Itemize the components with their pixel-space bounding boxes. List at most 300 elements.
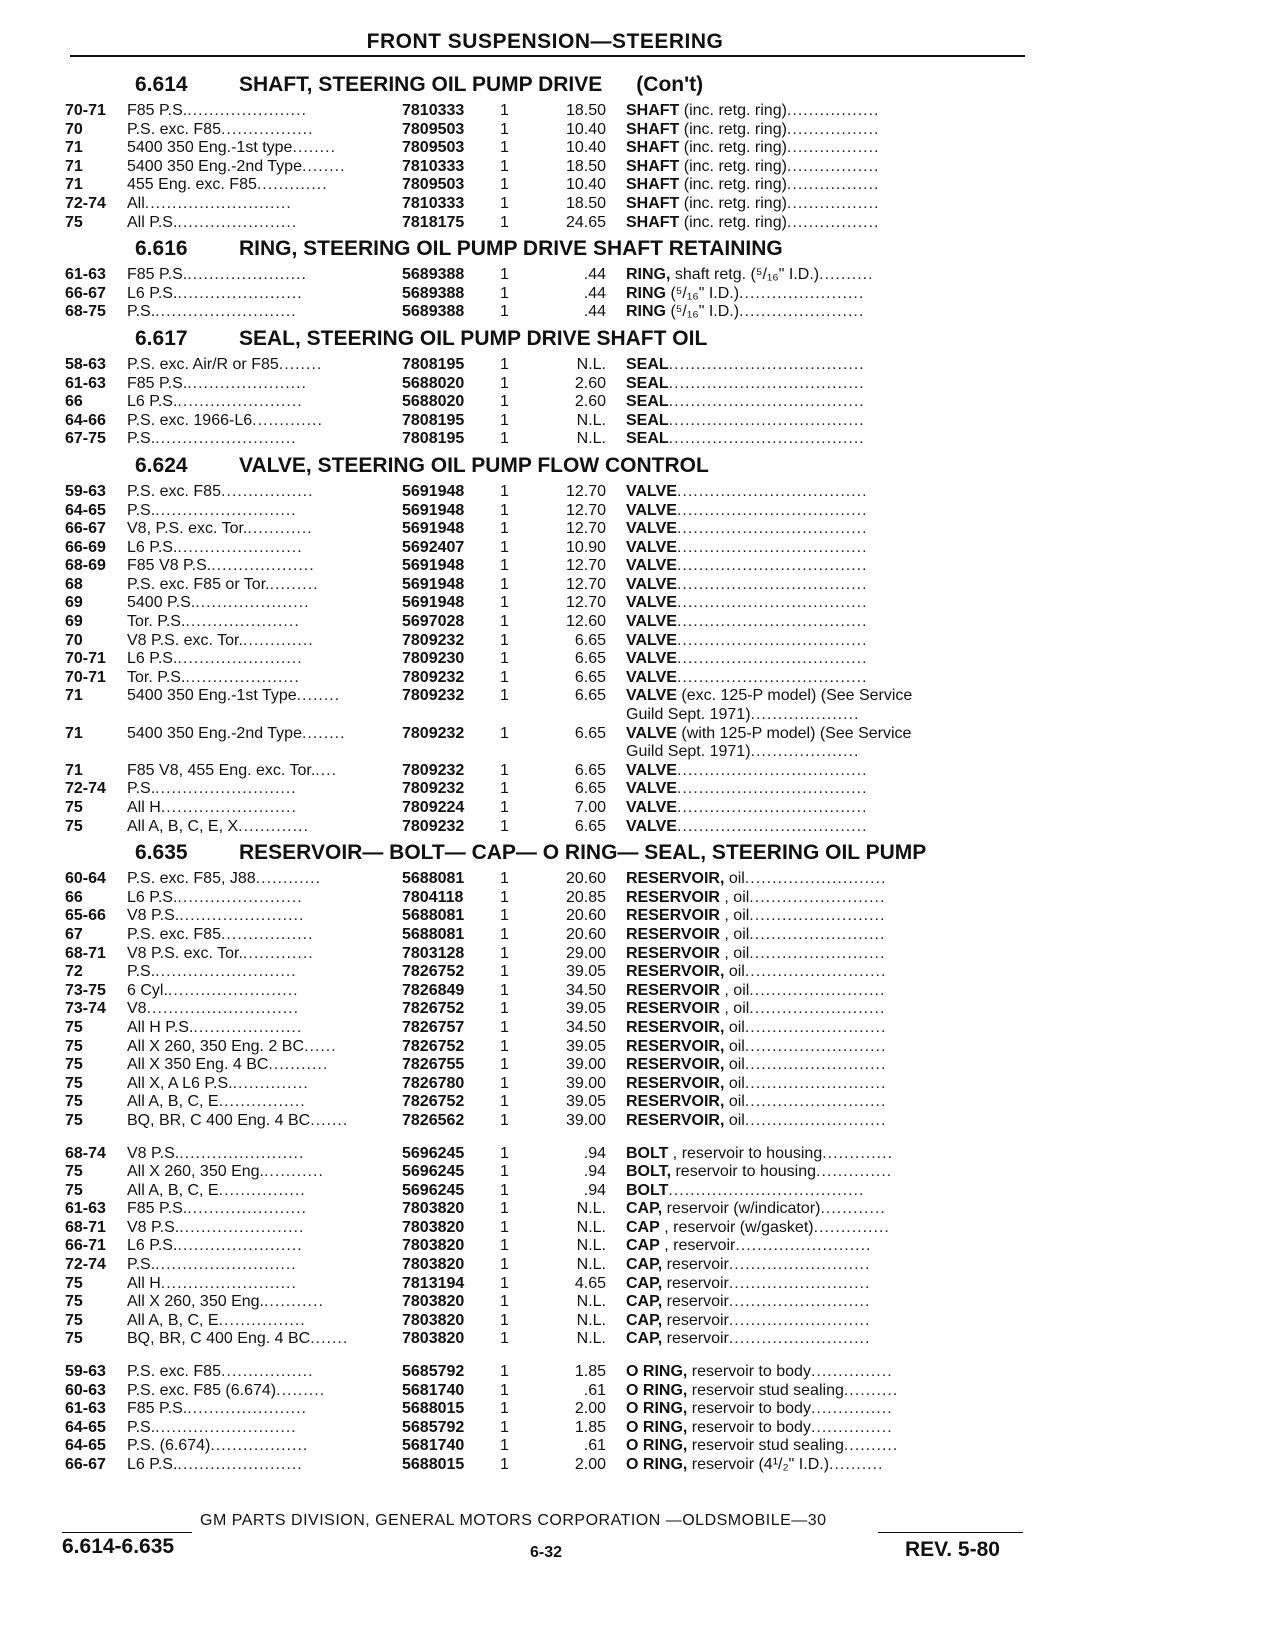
- table-row: [65, 539, 1025, 558]
- description-name: RESERVOIR: [626, 1000, 720, 1018]
- description-name: SHAFT: [626, 139, 680, 157]
- leader-dots: ..........................: [155, 501, 297, 519]
- price: 20.85: [565, 888, 606, 906]
- part-number: 5696245: [402, 1163, 465, 1181]
- description: [626, 1256, 991, 1275]
- leader-dots: .......................: [177, 1237, 303, 1255]
- quantity: 1: [500, 780, 509, 798]
- quantity: 1: [500, 1018, 509, 1036]
- application-text: F85 V8, 455 Eng. exc. Tor.: [127, 761, 316, 779]
- leader-dots: ....................................: [668, 393, 865, 411]
- model-years: 75: [65, 1093, 83, 1111]
- quantity: 1: [500, 482, 509, 500]
- part-number: 7809503: [402, 120, 465, 138]
- description: [626, 907, 991, 926]
- table-row: [65, 907, 1025, 926]
- model-years: 68-75: [65, 303, 106, 321]
- table-row: [65, 889, 1025, 908]
- application: [127, 1000, 402, 1019]
- model-years: 61-63: [65, 266, 106, 284]
- leader-dots: ...................................: [676, 817, 868, 835]
- description-name: VALVE: [626, 538, 677, 556]
- table-row: [65, 1219, 1025, 1238]
- description: [626, 412, 991, 431]
- quantity: 1: [500, 1437, 509, 1455]
- application-text: All: [127, 194, 145, 212]
- price: N.L.: [576, 1293, 606, 1311]
- application: [127, 483, 402, 502]
- application-text: 5400 350 Eng.-2nd Type: [127, 724, 302, 742]
- leader-dots: .......................: [177, 650, 303, 668]
- table-row: [65, 393, 1025, 412]
- table-row: [65, 594, 1025, 613]
- leader-dots: ...........: [263, 1163, 324, 1181]
- page-title: FRONT SUSPENSION—STEERING: [366, 30, 724, 53]
- table-row: [65, 214, 1025, 233]
- leader-dots: ......................: [177, 213, 298, 231]
- footer-page-number: 6-32: [530, 1544, 563, 1561]
- description: [626, 818, 991, 837]
- description-name: CAP: [626, 1237, 660, 1255]
- leader-dots: .................: [220, 120, 314, 138]
- description-detail: reservoir to body: [687, 1418, 811, 1436]
- description-detail: shaft retg. (⁵/₁₆" I.D.): [670, 266, 820, 284]
- quantity: 1: [500, 799, 509, 816]
- part-number: 7826755: [402, 1056, 465, 1074]
- price: 18.50: [565, 194, 606, 212]
- price: 2.00: [574, 1456, 606, 1473]
- part-number: 7809232: [402, 631, 465, 649]
- description-name: RESERVOIR,: [626, 1111, 725, 1129]
- table-row: [65, 1382, 1025, 1401]
- leader-dots: .............: [242, 944, 314, 962]
- table-row: [65, 1419, 1025, 1438]
- table-row: [65, 1145, 1025, 1164]
- description-name: RESERVOIR,: [626, 1056, 725, 1074]
- description-name: VALVE: [626, 724, 677, 742]
- application: [127, 1419, 402, 1438]
- quantity: 1: [500, 1456, 509, 1473]
- application: [127, 195, 402, 214]
- leader-dots: ..........................: [155, 963, 297, 981]
- leader-dots: ..........................: [744, 1093, 887, 1111]
- price: 6.65: [574, 761, 606, 779]
- description-detail: reservoir stud sealing: [687, 1381, 844, 1399]
- price: 1.85: [574, 1363, 606, 1381]
- application-text: V8 P.S.: [127, 1218, 180, 1236]
- description: [626, 725, 991, 762]
- part-number: 7813194: [402, 1274, 465, 1292]
- application-text: V8, P.S. exc. Tor.: [127, 520, 248, 538]
- description-continuation: [626, 743, 991, 762]
- application: [127, 539, 402, 558]
- application-text: 455 Eng. exc. F85: [127, 176, 257, 194]
- price: 20.60: [565, 925, 606, 943]
- leader-dots: .................: [786, 120, 880, 138]
- leader-dots: .....................: [185, 668, 300, 686]
- application-text: P.S. (6.674): [127, 1437, 211, 1455]
- leader-dots: ...................: [211, 557, 315, 575]
- model-years: 70-71: [65, 668, 106, 686]
- description-name: CAP,: [626, 1256, 663, 1274]
- leader-dots: ...................................: [676, 780, 868, 798]
- model-years: 70-71: [65, 102, 106, 119]
- model-years: 75: [65, 213, 83, 231]
- price: .44: [583, 303, 606, 321]
- part-number: 5689388: [402, 284, 465, 302]
- model-years: 66-67: [65, 520, 106, 538]
- leader-dots: ..........: [843, 1381, 899, 1399]
- table-row: [65, 870, 1025, 889]
- table-row: [65, 139, 1025, 158]
- leader-dots: ...................................: [676, 799, 868, 816]
- part-number: 7803820: [402, 1293, 465, 1311]
- application-text: 5400 350 Eng.-1st type: [127, 139, 293, 157]
- description-name: SHAFT: [626, 120, 680, 138]
- footer-rule-right: [878, 1532, 1023, 1533]
- application-text: F85 P.S.: [127, 266, 188, 284]
- price: 20.60: [565, 907, 606, 925]
- model-years: 69: [65, 594, 83, 612]
- description-detail: reservoir: [662, 1293, 729, 1311]
- quantity: 1: [500, 1037, 509, 1055]
- application-text: P.S. exc. F85, J88: [127, 870, 256, 888]
- application-text: All H P.S.: [127, 1018, 194, 1036]
- leader-dots: ........: [301, 157, 346, 175]
- leader-dots: .................: [786, 194, 880, 212]
- description-line2: Guild Sept. 1971): [626, 743, 751, 761]
- part-number: 5696245: [402, 1181, 465, 1199]
- model-years: 68-74: [65, 1144, 106, 1162]
- quantity: 1: [500, 1363, 509, 1381]
- part-number: 5692407: [402, 538, 465, 556]
- application: [127, 158, 402, 177]
- section-header: [65, 449, 1025, 483]
- price: 12.60: [565, 613, 606, 631]
- application: [127, 1237, 402, 1256]
- description: [626, 594, 991, 613]
- leader-dots: ...............: [810, 1400, 893, 1418]
- application: [127, 214, 402, 233]
- application-text: 6 Cyl.: [127, 981, 168, 999]
- application: [127, 285, 402, 304]
- description-name: RESERVOIR: [626, 907, 720, 925]
- price: 10.40: [565, 120, 606, 138]
- description-detail: reservoir: [662, 1274, 729, 1292]
- description: [626, 102, 991, 121]
- model-years: 72-74: [65, 780, 106, 798]
- application-text: L6 P.S.: [127, 538, 178, 556]
- leader-dots: ..........................: [744, 1056, 887, 1074]
- leader-dots: .....................: [185, 613, 300, 631]
- application-text: P.S.: [127, 501, 156, 519]
- leader-dots: ...........: [268, 1056, 329, 1074]
- part-number: 5691948: [402, 594, 465, 612]
- leader-dots: ....................................: [668, 1181, 865, 1199]
- leader-dots: ..........................: [744, 1074, 887, 1092]
- model-years: 66-67: [65, 1456, 106, 1473]
- quantity: 1: [500, 724, 509, 742]
- model-years: 73-74: [65, 1000, 106, 1018]
- leader-dots: ..................: [210, 1437, 309, 1455]
- description-name: VALVE: [626, 482, 677, 500]
- price: 24.65: [565, 213, 606, 231]
- model-years: 66-69: [65, 538, 106, 556]
- model-years: 71: [65, 176, 83, 194]
- description-detail: (inc. retg. ring): [679, 102, 787, 119]
- model-years: 75: [65, 1293, 83, 1311]
- parts-list: [65, 68, 1025, 1475]
- description-name: VALVE: [626, 761, 677, 779]
- leader-dots: .........................: [749, 1000, 886, 1018]
- model-years: 75: [65, 1311, 83, 1329]
- description-name: RESERVOIR,: [626, 1018, 725, 1036]
- application: [127, 412, 402, 431]
- model-years: 70: [65, 631, 83, 649]
- leader-dots: ..........................: [728, 1330, 871, 1348]
- description-name: SHAFT: [626, 102, 680, 119]
- table-row: [65, 576, 1025, 595]
- description: [626, 945, 991, 964]
- application: [127, 1093, 402, 1112]
- part-number: 7810333: [402, 102, 465, 119]
- table-row: [65, 725, 1025, 762]
- model-years: 72-74: [65, 194, 106, 212]
- description-detail: reservoir: [662, 1256, 729, 1274]
- leader-dots: ......................: [187, 1200, 307, 1218]
- description: [626, 687, 991, 724]
- description-name: RESERVOIR,: [626, 1037, 725, 1055]
- quantity: 1: [500, 1293, 509, 1311]
- leader-dots: ..........................: [728, 1274, 871, 1292]
- table-row: [65, 1038, 1025, 1057]
- model-years: 69: [65, 613, 83, 631]
- part-number: 7809232: [402, 817, 465, 835]
- part-number: 5697028: [402, 613, 465, 631]
- price: N.L.: [576, 1256, 606, 1274]
- table-row: [65, 926, 1025, 945]
- table-row: [65, 430, 1025, 449]
- leader-dots: .............: [238, 817, 309, 835]
- application-text: All H: [127, 1274, 161, 1292]
- description-detail: reservoir to body: [687, 1400, 811, 1418]
- leader-dots: ..............: [232, 1074, 309, 1092]
- description: [626, 375, 991, 394]
- description-name: VALVE: [626, 799, 677, 816]
- price: 12.70: [565, 482, 606, 500]
- description-name: SHAFT: [626, 213, 680, 231]
- application-text: P.S. exc. F85: [127, 1363, 221, 1381]
- leader-dots: ..........................: [155, 430, 297, 448]
- model-years: 64-65: [65, 501, 106, 519]
- table-row: [65, 1019, 1025, 1038]
- leader-dots: ..........: [829, 1456, 884, 1473]
- part-number: 5681740: [402, 1381, 465, 1399]
- leader-dots: .......................: [177, 284, 303, 302]
- table-row: [65, 1182, 1025, 1201]
- price: N.L.: [576, 411, 606, 429]
- table-row: [65, 121, 1025, 140]
- quantity: 1: [500, 284, 509, 302]
- description-detail: (exc. 125-P model) (See Service: [676, 687, 913, 705]
- description: [626, 356, 991, 375]
- table-row: [65, 632, 1025, 651]
- quantity: 1: [500, 303, 509, 321]
- application: [127, 502, 402, 521]
- description-detail: oil: [724, 963, 745, 981]
- description: [626, 195, 991, 214]
- description: [626, 1312, 991, 1331]
- price: N.L.: [576, 355, 606, 373]
- application-text: All A, B, C, E: [127, 1093, 219, 1111]
- section-header: [65, 836, 1025, 870]
- model-years: 60-64: [65, 870, 106, 888]
- quantity: 1: [500, 1056, 509, 1074]
- description-detail: , reservoir (w/gasket): [659, 1218, 814, 1236]
- application-text: All X 260, 350 Eng.: [127, 1293, 264, 1311]
- description: [626, 158, 991, 177]
- quantity: 1: [500, 1093, 509, 1111]
- leader-dots: ...........: [263, 1293, 324, 1311]
- leader-dots: ...................................: [676, 761, 868, 779]
- description: [626, 576, 991, 595]
- model-years: 67: [65, 925, 83, 943]
- price: 34.50: [565, 1018, 606, 1036]
- description-name: VALVE: [626, 668, 677, 686]
- quantity: 1: [500, 907, 509, 925]
- leader-dots: ........: [278, 355, 323, 373]
- part-number: 7809232: [402, 780, 465, 798]
- description-name: O RING,: [626, 1400, 688, 1418]
- part-number: 7809503: [402, 176, 465, 194]
- application: [127, 650, 402, 669]
- description-name: RING: [626, 303, 666, 321]
- description-name: CAP,: [626, 1311, 663, 1329]
- leader-dots: ...................................: [676, 631, 868, 649]
- model-years: 75: [65, 1111, 83, 1129]
- part-number: 7810333: [402, 157, 465, 175]
- application: [127, 669, 402, 688]
- model-years: 61-63: [65, 1200, 106, 1218]
- model-years: 64-65: [65, 1418, 106, 1436]
- leader-dots: ............: [255, 870, 322, 888]
- description-name: SEAL: [626, 411, 669, 429]
- price: 6.65: [574, 724, 606, 742]
- leader-dots: .................: [786, 157, 880, 175]
- part-number: 7809232: [402, 761, 465, 779]
- table-row: [65, 483, 1025, 502]
- description-name: VALVE: [626, 817, 677, 835]
- description: [626, 1038, 991, 1057]
- leader-dots: .......................: [739, 284, 865, 302]
- description-detail: (inc. retg. ring): [679, 213, 787, 231]
- quantity: 1: [500, 1274, 509, 1292]
- part-number: 5691948: [402, 520, 465, 538]
- model-years: 61-63: [65, 1400, 106, 1418]
- application-text: L6 P.S.: [127, 1456, 178, 1473]
- table-row: [65, 266, 1025, 285]
- quantity: 1: [500, 374, 509, 392]
- application-text: P.S. exc. F85 (6.674): [127, 1381, 277, 1399]
- application-text: P.S. exc. Air/R or F85: [127, 355, 279, 373]
- leader-dots: .................: [786, 139, 880, 157]
- application: [127, 1437, 402, 1456]
- section-number: 6.635: [135, 841, 188, 865]
- description-detail: reservoir: [662, 1311, 729, 1329]
- part-number: 7809232: [402, 668, 465, 686]
- section-title: SEAL, STEERING OIL PUMP DRIVE SHAFT OIL: [239, 326, 708, 350]
- table-row: [65, 303, 1025, 322]
- description-name: RING,: [626, 266, 671, 284]
- part-number: 7826752: [402, 963, 465, 981]
- application: [127, 1219, 402, 1238]
- model-years: 67-75: [65, 430, 106, 448]
- leader-dots: ..........................: [728, 1311, 871, 1329]
- price: 10.90: [565, 538, 606, 556]
- leader-dots: ...................................: [676, 501, 868, 519]
- price: 10.40: [565, 176, 606, 194]
- application-text: All H: [127, 799, 161, 816]
- description-detail: (inc. retg. ring): [679, 120, 787, 138]
- table-row: [65, 1400, 1025, 1419]
- application-text: V8 P.S.: [127, 1144, 180, 1162]
- description: [626, 1219, 991, 1238]
- application: [127, 356, 402, 375]
- model-years: 75: [65, 1056, 83, 1074]
- description-name: VALVE: [626, 557, 677, 575]
- description-name: O RING,: [626, 1418, 688, 1436]
- price: 12.70: [565, 501, 606, 519]
- price: .61: [583, 1437, 606, 1455]
- application-text: V8 P.S.: [127, 907, 180, 925]
- quantity: 1: [500, 501, 509, 519]
- description-name: O RING,: [626, 1437, 688, 1455]
- price: 6.65: [574, 650, 606, 668]
- application: [127, 762, 402, 781]
- description-name: VALVE: [626, 613, 677, 631]
- description-detail: , oil: [719, 1000, 750, 1018]
- application: [127, 393, 402, 412]
- application-text: All A, B, C, E, X: [127, 817, 239, 835]
- quantity: 1: [500, 393, 509, 411]
- part-number: 7818175: [402, 213, 465, 231]
- application-text: All A, B, C, E: [127, 1181, 219, 1199]
- leader-dots: .....................: [195, 594, 310, 612]
- price: 2.60: [574, 393, 606, 411]
- description-name: VALVE: [626, 631, 677, 649]
- description: [626, 1093, 991, 1112]
- leader-dots: ...................................: [676, 594, 868, 612]
- section-number: 6.616: [135, 237, 188, 261]
- leader-dots: .......: [310, 1330, 349, 1348]
- table-row: [65, 1312, 1025, 1331]
- description-detail: , oil: [719, 907, 750, 925]
- leader-dots: .........................: [749, 907, 886, 925]
- model-years: 71: [65, 687, 83, 705]
- table-row: [65, 1456, 1025, 1475]
- application-text: L6 P.S.: [127, 650, 178, 668]
- price: 29.00: [565, 944, 606, 962]
- description-name: VALVE: [626, 575, 677, 593]
- description-detail: , reservoir: [659, 1237, 736, 1255]
- table-row: [65, 799, 1025, 818]
- description-detail: oil: [724, 870, 745, 888]
- model-years: 64-65: [65, 1437, 106, 1455]
- application: [127, 1256, 402, 1275]
- description-detail: (inc. retg. ring): [679, 194, 787, 212]
- part-number: 7804118: [402, 888, 464, 906]
- leader-dots: .......: [310, 1111, 349, 1129]
